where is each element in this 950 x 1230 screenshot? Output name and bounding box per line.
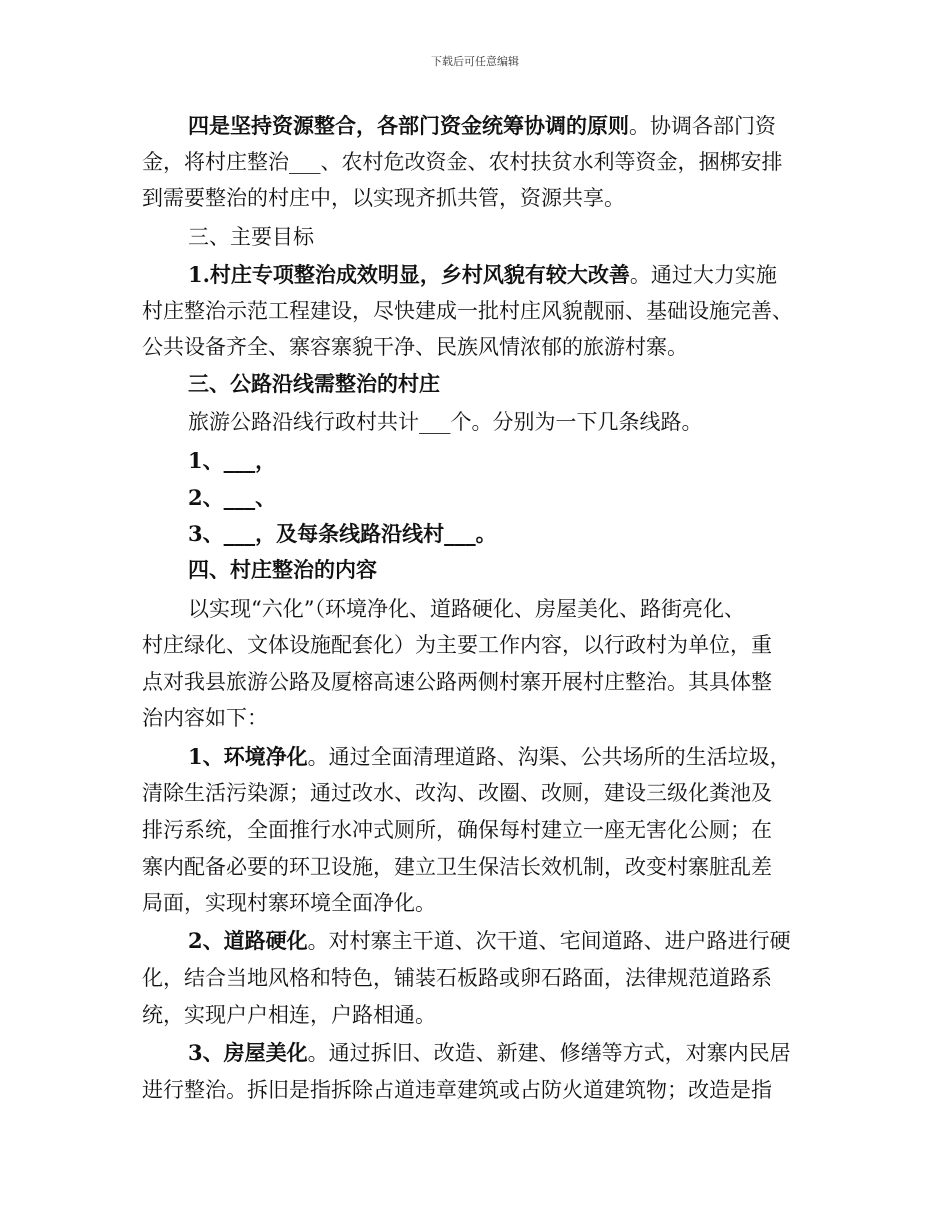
text-line: 化，结合当地风格和特色，铺装石板路或卵石路面，法律规范道路系 — [142, 966, 772, 990]
text-line: 治内容如下： — [142, 706, 268, 730]
list-item: 3、___，及每条线路沿线村___。 — [188, 521, 497, 546]
text-line: 金，将村庄整治___、农村危改资金、农村扶贫水利等资金，捆梆安排 — [142, 150, 783, 174]
text-line: 村庄绿化、文体设施配套化）为主要工作内容，以行政村为单位，重 — [142, 633, 772, 657]
text-line: 3、房屋美化。通过拆旧、改造、新建、修缮等方式，对寨内民居 — [188, 1040, 791, 1065]
text-line: 统，实现户户相连，户路相通。 — [142, 1003, 436, 1027]
text-line: 清除生活污染源；通过改水、改沟、改圈、改厕，建设三级化粪池及 — [142, 781, 772, 805]
section-heading: 三、公路沿线需整治的村庄 — [188, 371, 440, 396]
text-line: 排污系统，全面推行水冲式厕所，确保每村建立一座无害化公厕；在 — [142, 818, 772, 842]
section-heading: 四、村庄整治的内容 — [188, 557, 377, 582]
text-line: 2、道路硬化。对村寨主干道、次干道、宅间道路、进户路进行硬 — [188, 928, 791, 953]
text-line: 到需要整治的村庄中，以实现齐抓共管，资源共享。 — [142, 186, 625, 210]
text-line: 1.村庄专项整治成效明显，乡村风貌有较大改善。通过大力实施 — [188, 262, 777, 287]
text-line: 1、环境净化。通过全面清理道路、沟渠、公共场所的生活垃圾， — [188, 744, 791, 769]
text-line: 寨内配备必要的环卫设施，建立卫生保洁长效机制，改变村寨脏乱差 — [142, 855, 772, 879]
list-item: 1、___， — [188, 448, 277, 473]
text-line: 进行整治。拆旧是指拆除占道违章建筑或占防火道建筑物；改造是指 — [142, 1078, 772, 1102]
page-header: 下载后可任意编辑 — [431, 55, 519, 68]
text-line: 公共设备齐全、寨容寨貌干净、民族风情浓郁的旅游村寨。 — [142, 335, 688, 359]
text-line: 点对我县旅游公路及厦榕高速公路两侧村寨开展村庄整治。其具体整 — [142, 670, 772, 694]
text-line: 局面，实现村寨环境全面净化。 — [142, 891, 436, 915]
list-item: 2、___、 — [188, 485, 277, 510]
section-heading: 三、主要目标 — [188, 225, 314, 249]
text-line: 四是坚持资源整合，各部门资金统筹协调的原则。协调各部门资 — [188, 113, 776, 138]
text-line: 以实现“六化”（环境净化、道路硬化、房屋美化、路街亮化、 — [188, 597, 745, 621]
text-line: 村庄整治示范工程建设，尽快建成一批村庄风貌靓丽、基础设施完善、 — [142, 299, 793, 323]
text-line: 旅游公路沿线行政村共计___个。分别为一下几条线路。 — [188, 410, 703, 434]
